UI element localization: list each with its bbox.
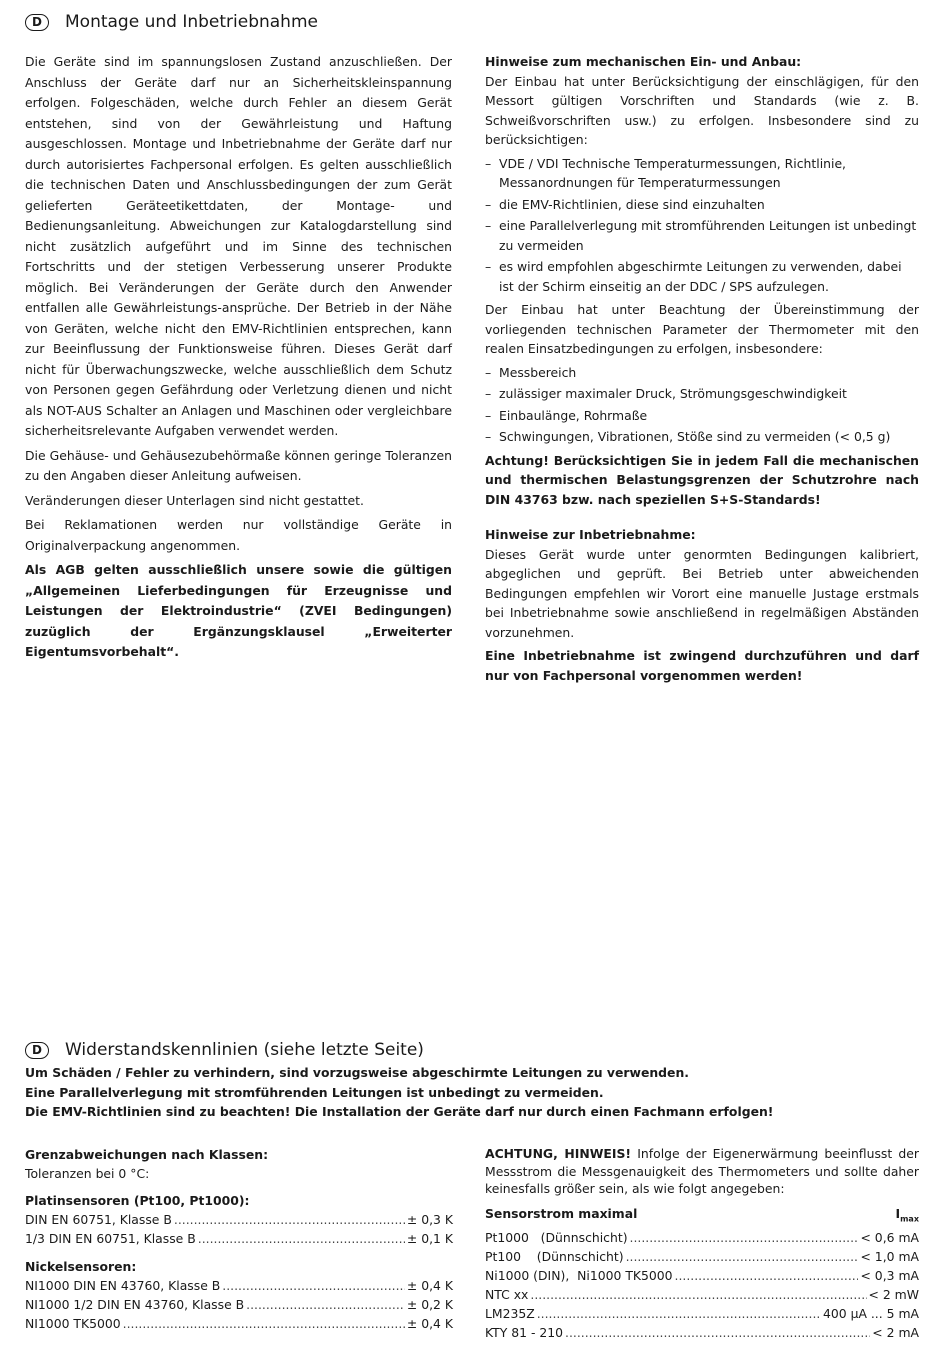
row-label: DIN EN 60751, Klasse B — [25, 1212, 172, 1227]
mechanical-heading: Hinweise zum mechanischen Ein- und Anbau: — [485, 54, 802, 69]
row-label: Pt1000 (Dünnschicht) — [485, 1229, 628, 1245]
table-row — [485, 1266, 919, 1285]
table-row — [25, 1314, 453, 1333]
tolerance-column — [25, 1145, 453, 1333]
row-label: NTC xx — [485, 1286, 529, 1302]
paragraph: Der Einbau hat unter Berücksichtigung der einschlägigen, für den Messort gültigen Vorschriften und Standards (wie z. B. Schweißvorschriften usw.) zu erfolgen. Insbesondere sind zu berücksichtigen: — [485, 73, 919, 147]
commissioning-heading: Hinweise zur Inbetriebnahme: — [485, 527, 696, 542]
sensor-current-column — [485, 1145, 919, 1342]
attention-notice: Achtung! Berücksichtigen Sie in jedem Fall die mechanischen und thermischen Belastungsgrenzen der Schutzrohre nach DIN 43763 bzw. nach speziellen S+S-Standards! — [485, 452, 919, 507]
section1-title: Montage und Inbetriebnahme — [65, 12, 318, 32]
table-row — [485, 1285, 919, 1304]
list-item: – eine Parallelverlegung mit stromführenden Leitungen ist unbedingt zu vermeiden — [485, 216, 919, 255]
mechanical-list — [485, 154, 919, 297]
row-value: ± 0,4 K — [406, 1278, 453, 1293]
table-row — [25, 1229, 453, 1248]
table-row — [25, 1295, 453, 1314]
row-value: ± 0,4 K — [406, 1316, 453, 1331]
paragraph: Die Geräte sind im spannungslosen Zustand anzuschließen. Der Anschluss der Geräte darf nur an Sicherheitskleinspannung erfolgen. Folgeschäden, welche durch Fehler an diesem Gerät entstehen, sind von der Gewährleistung und Haftung ausgeschlossen. Montage und Inbetriebnahme der Geräte darf nur durch autorisiertes Fachpersonal erfolgen. Es gelten ausschließlich die technischen Daten und Anschlussbedingungen der zum Gerät gelieferten Geräteetikettdaten, der Montage- und Bedienungsanleitung. Abweichungen zur Katalogdarstellung sind nicht zusätzlich aufgeführt und im Sinne des technischen Fortschritts und der stetigen Verbesserung unserer Produkte möglich. Bei Veränderungen der Geräte durch den Anwender entfallen alle Gewährleistungs-ansprüche. Der Betrieb in der Nähe von Geräten, welche nicht den EMV-Richtlinien entsprechen, kann zur Beeinflussung der Funktionsweise führen. Dieses Gerät darf nicht für Überwachungszwecke, welche ausschließlich dem Schutz von Personen gegen Gefährdung oder Verletzung dienen und nicht als NOT-AUS Schalter an Anlagen und Maschinen oder vergleichbare sicherheitsrelevante Aufgaben verwendet werden. — [25, 54, 452, 438]
language-badge: D — [25, 14, 49, 31]
row-value: < 0,3 mA — [860, 1267, 919, 1283]
current-table-header — [485, 1204, 919, 1228]
table-row — [25, 1210, 453, 1229]
section1-right-column — [485, 52, 919, 689]
attention-paragraph — [485, 1145, 919, 1198]
row-value: ± 0,1 K — [406, 1231, 453, 1246]
table-row — [485, 1323, 919, 1342]
list-item: – Einbaulänge, Rohrmaße — [485, 406, 919, 426]
warning-line: Eine Parallelverlegung mit stromführenden Leitungen ist unbedingt zu vermeiden. — [25, 1084, 604, 1100]
row-value: < 1,0 mA — [860, 1248, 919, 1264]
terms-notice: Als AGB gelten ausschließlich unsere sowie die gültigen „Allgemeinen Lieferbedingungen für Erzeugnisse und Leistungen der Elektroindustrie“ (ZVEI Bedingungen) zuzüglich der Ergänzungsklausel „Erweiterter Eigentumsvorbehalt“. — [25, 562, 452, 659]
limits-heading: Grenzabweichungen nach Klassen: — [25, 1147, 269, 1162]
current-symbol: $I_{max}$ — [895, 1205, 919, 1223]
parameter-list — [485, 363, 919, 447]
paragraph: Veränderungen dieser Unterlagen sind nicht gestattet. — [25, 492, 364, 508]
language-badge: D — [25, 1042, 49, 1059]
table-row — [485, 1228, 919, 1247]
row-label: KTY 81 - 210 — [485, 1324, 564, 1340]
paragraph: Dieses Gerät wurde unter genormten Bedingungen kalibriert, abgeglichen und geprüft. Bei Betrieb unter abweichenden Bedingungen empfehlen wir Vorort eine manuelle Justage erstmals bei Inbetriebnahme sowie anschließend in regelmäßigen Abständen vorzunehmen. — [485, 546, 919, 640]
row-label: Pt100 (Dünnschicht) — [485, 1248, 624, 1264]
row-value: < 2 mW — [868, 1286, 919, 1302]
row-label: NI1000 TK5000 — [25, 1316, 121, 1331]
row-value: 400 µA ... 5 mA — [822, 1305, 919, 1321]
list-item: – Schwingungen, Vibrationen, Stöße sind zu vermeiden (< 0,5 g) — [485, 427, 919, 447]
section1-left-column — [25, 52, 452, 667]
row-label: Ni1000 (DIN), Ni1000 TK5000 — [485, 1267, 673, 1283]
table-row — [485, 1247, 919, 1266]
table-row — [25, 1276, 453, 1295]
installation-warnings — [25, 1063, 773, 1122]
section2-title: Widerstandskennlinien (siehe letzte Seite) — [65, 1040, 424, 1060]
warning-line: Um Schäden / Fehler zu verhindern, sind vorzugsweise abgeschirmte Leitungen zu verwenden. — [25, 1065, 689, 1080]
row-label: 1/3 DIN EN 60751, Klasse B — [25, 1231, 196, 1246]
row-value: ± 0,3 K — [406, 1212, 453, 1227]
platinum-heading: Platinsensoren (Pt100, Pt1000): — [25, 1193, 250, 1208]
section2-header — [25, 1040, 424, 1060]
row-value: < 2 mA — [872, 1324, 919, 1340]
paragraph: Bei Reklamationen werden nur vollständige Geräte in Originalverpackung angenommen. — [25, 517, 452, 553]
row-label: NI1000 DIN EN 43760, Klasse B — [25, 1278, 221, 1293]
paragraph: Der Einbau hat unter Beachtung der Übereinstimmung der vorliegenden technischen Parameter der Thermometer mit den realen Einsatzbedingungen zu erfolgen, insbesondere: — [485, 302, 919, 356]
list-item: – die EMV-Richtlinien, diese sind einzuhalten — [485, 195, 919, 215]
warning-line: Die EMV-Richtlinien sind zu beachten! Die Installation der Geräte darf nur durch einen Fachmann erfolgen! — [25, 1104, 774, 1119]
row-label: NI1000 1/2 DIN EN 43760, Klasse B — [25, 1297, 245, 1312]
list-item: – zulässiger maximaler Druck, Strömungsgeschwindigkeit — [485, 384, 919, 404]
attention-text: Infolge der Eigenerwärmung beeinflusst der Messstrom die Messgenauigkeit des Thermometers und sollte daher keinesfalls größer sein, als wie folgt angegeben: — [485, 1146, 919, 1196]
row-label: LM235Z — [485, 1305, 535, 1321]
table-row — [485, 1304, 919, 1323]
limits-subheading: Toleranzen bei 0 °C: — [25, 1166, 150, 1181]
current-heading: Sensorstrom maximal — [485, 1205, 638, 1221]
attention-label: ACHTUNG, HINWEIS! — [485, 1146, 632, 1161]
commissioning-notice: Eine Inbetriebnahme ist zwingend durchzuführen und darf nur von Fachpersonal vorgenommen werden! — [485, 648, 919, 683]
list-item: – Messbereich — [485, 363, 919, 383]
row-value: < 0,6 mA — [860, 1229, 919, 1245]
list-item: – VDE / VDI Technische Temperaturmessungen, Richtlinie, Messanordnungen für Temperaturmessungen — [485, 154, 919, 193]
nickel-heading: Nickelsensoren: — [25, 1259, 137, 1274]
paragraph: Die Gehäuse- und Gehäusezubehörmaße können geringe Toleranzen zu den Angaben dieser Anleitung aufweisen. — [25, 447, 452, 483]
row-value: ± 0,2 K — [406, 1297, 453, 1312]
section1-header — [25, 12, 318, 32]
list-item: – es wird empfohlen abgeschirmte Leitungen zu verwenden, dabei ist der Schirm einseitig an der DDC / SPS aufzulegen. — [485, 257, 919, 296]
